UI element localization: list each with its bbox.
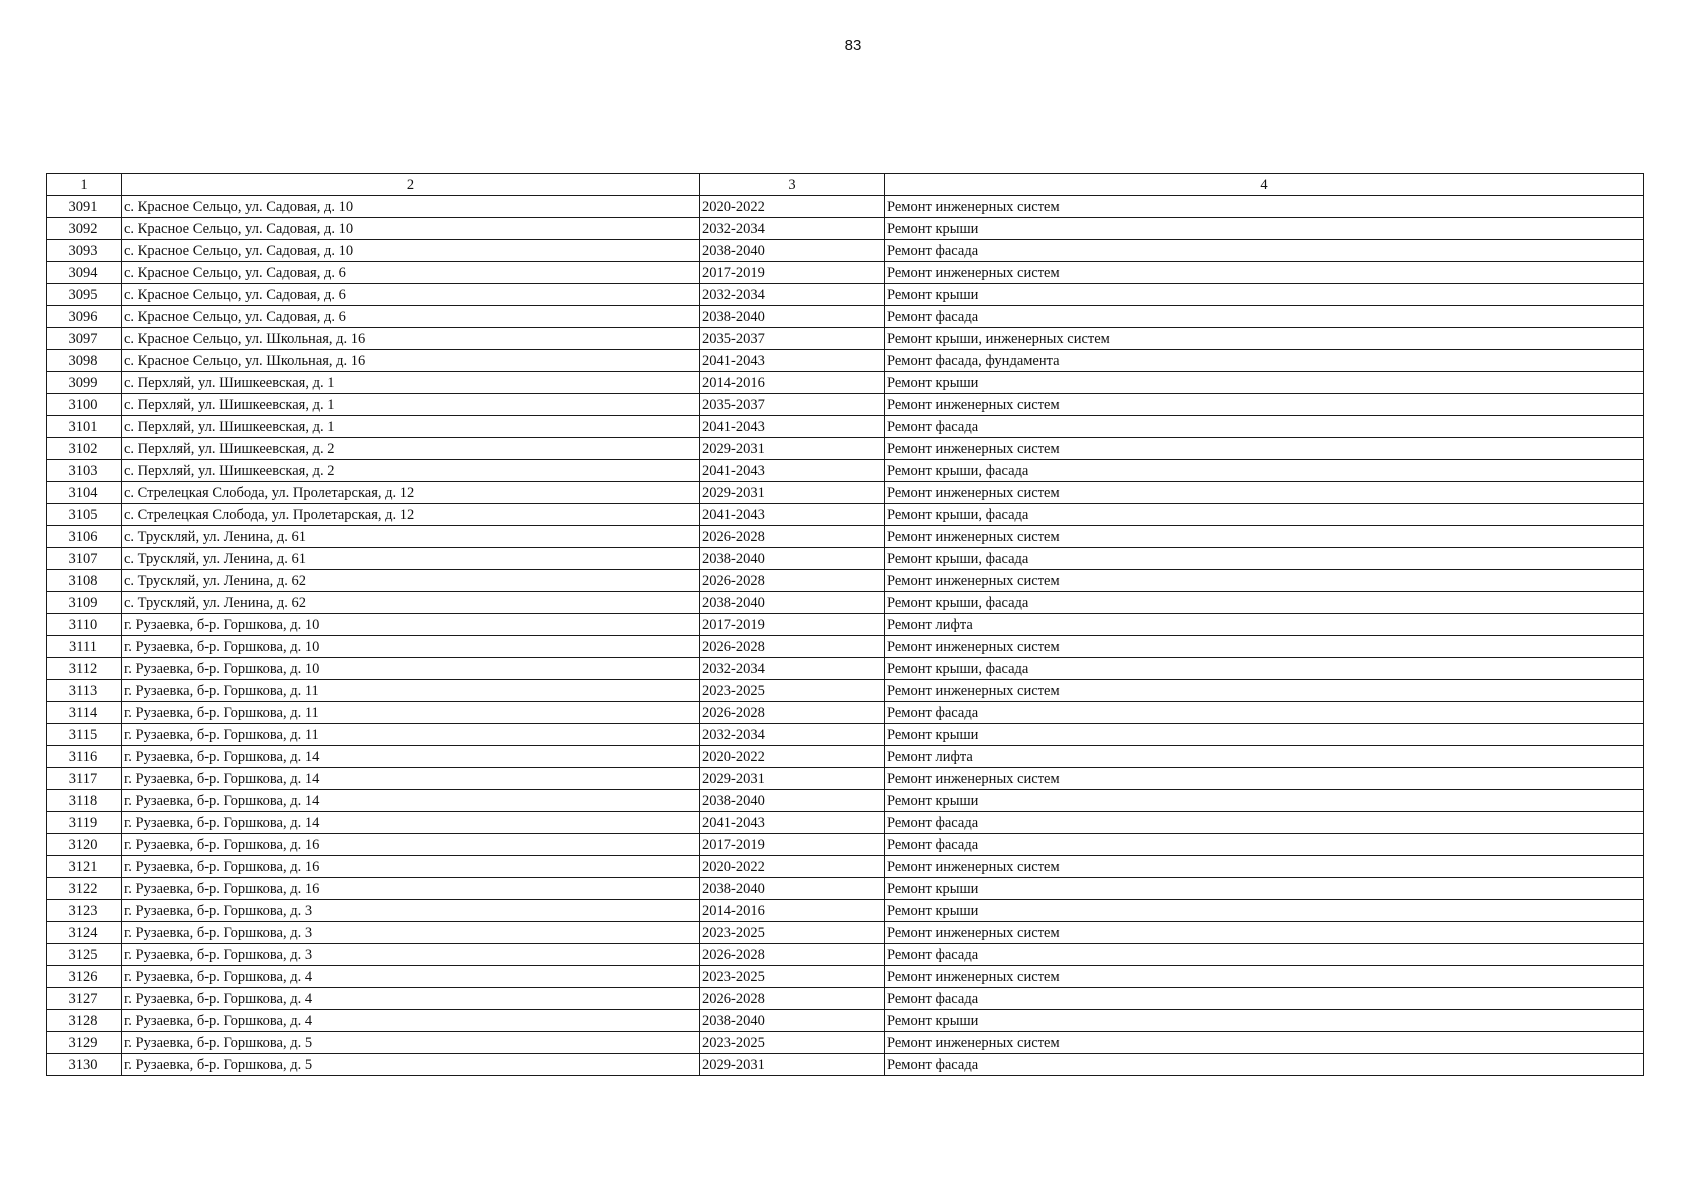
row-number-cell: 3103 — [47, 460, 122, 482]
period-cell: 2029-2031 — [700, 482, 885, 504]
period-cell: 2032-2034 — [700, 658, 885, 680]
work-type-cell: Ремонт лифта — [885, 614, 1644, 636]
row-number-cell: 3107 — [47, 548, 122, 570]
work-type-cell: Ремонт фасада, фундамента — [885, 350, 1644, 372]
address-cell: с. Стрелецкая Слобода, ул. Пролетарская, д. 12 — [122, 482, 700, 504]
period-cell: 2029-2031 — [700, 438, 885, 460]
address-cell: г. Рузаевка, б-р. Горшкова, д. 14 — [122, 790, 700, 812]
work-type-cell: Ремонт крыши — [885, 284, 1644, 306]
row-number-cell: 3104 — [47, 482, 122, 504]
row-number-cell: 3121 — [47, 856, 122, 878]
period-cell: 2041-2043 — [700, 460, 885, 482]
work-type-cell: Ремонт фасада — [885, 834, 1644, 856]
period-cell: 2038-2040 — [700, 1010, 885, 1032]
address-cell: г. Рузаевка, б-р. Горшкова, д. 4 — [122, 988, 700, 1010]
header-cell-col4: 4 — [885, 174, 1644, 196]
row-number-cell: 3091 — [47, 196, 122, 218]
table-row — [47, 284, 1644, 306]
table-row — [47, 768, 1644, 790]
period-cell: 2032-2034 — [700, 724, 885, 746]
row-number-cell: 3116 — [47, 746, 122, 768]
address-cell: с. Перхляй, ул. Шишкеевская, д. 1 — [122, 416, 700, 438]
table-row — [47, 834, 1644, 856]
period-cell: 2032-2034 — [700, 218, 885, 240]
table-row — [47, 240, 1644, 262]
work-type-cell: Ремонт крыши, фасада — [885, 592, 1644, 614]
table-row — [47, 702, 1644, 724]
table-row — [47, 1054, 1644, 1076]
row-number-cell: 3117 — [47, 768, 122, 790]
row-number-cell: 3124 — [47, 922, 122, 944]
row-number-cell: 3120 — [47, 834, 122, 856]
address-cell: с. Трускляй, ул. Ленина, д. 61 — [122, 526, 700, 548]
address-cell: с. Красное Сельцо, ул. Школьная, д. 16 — [122, 350, 700, 372]
period-cell: 2014-2016 — [700, 900, 885, 922]
table-row — [47, 548, 1644, 570]
address-cell: г. Рузаевка, б-р. Горшкова, д. 3 — [122, 944, 700, 966]
work-type-cell: Ремонт инженерных систем — [885, 196, 1644, 218]
period-cell: 2026-2028 — [700, 702, 885, 724]
period-cell: 2029-2031 — [700, 768, 885, 790]
table-row — [47, 988, 1644, 1010]
table-row — [47, 1010, 1644, 1032]
address-cell: г. Рузаевка, б-р. Горшкова, д. 14 — [122, 768, 700, 790]
period-cell: 2038-2040 — [700, 878, 885, 900]
table-row — [47, 812, 1644, 834]
address-cell: г. Рузаевка, б-р. Горшкова, д. 16 — [122, 856, 700, 878]
work-type-cell: Ремонт инженерных систем — [885, 526, 1644, 548]
period-cell: 2038-2040 — [700, 306, 885, 328]
period-cell: 2020-2022 — [700, 856, 885, 878]
row-number-cell: 3101 — [47, 416, 122, 438]
work-type-cell: Ремонт крыши — [885, 790, 1644, 812]
row-number-cell: 3095 — [47, 284, 122, 306]
table-row — [47, 680, 1644, 702]
period-cell: 2014-2016 — [700, 372, 885, 394]
work-type-cell: Ремонт крыши — [885, 878, 1644, 900]
row-number-cell: 3115 — [47, 724, 122, 746]
table-row — [47, 1032, 1644, 1054]
work-type-cell: Ремонт крыши — [885, 372, 1644, 394]
row-number-cell: 3123 — [47, 900, 122, 922]
row-number-cell: 3127 — [47, 988, 122, 1010]
row-number-cell: 3108 — [47, 570, 122, 592]
table-row — [47, 944, 1644, 966]
work-type-cell: Ремонт фасада — [885, 702, 1644, 724]
work-type-cell: Ремонт крыши — [885, 900, 1644, 922]
work-type-cell: Ремонт фасада — [885, 416, 1644, 438]
address-cell: с. Красное Сельцо, ул. Садовая, д. 10 — [122, 240, 700, 262]
table-row — [47, 416, 1644, 438]
work-type-cell: Ремонт инженерных систем — [885, 262, 1644, 284]
work-type-cell: Ремонт фасада — [885, 988, 1644, 1010]
work-type-cell: Ремонт инженерных систем — [885, 570, 1644, 592]
period-cell: 2026-2028 — [700, 526, 885, 548]
period-cell: 2026-2028 — [700, 988, 885, 1010]
row-number-cell: 3096 — [47, 306, 122, 328]
address-cell: с. Красное Сельцо, ул. Садовая, д. 6 — [122, 284, 700, 306]
period-cell: 2041-2043 — [700, 504, 885, 526]
table-body — [47, 174, 1644, 1076]
work-type-cell: Ремонт фасада — [885, 1054, 1644, 1076]
address-cell: с. Трускляй, ул. Ленина, д. 61 — [122, 548, 700, 570]
table-row — [47, 790, 1644, 812]
row-number-cell: 3100 — [47, 394, 122, 416]
address-cell: г. Рузаевка, б-р. Горшкова, д. 11 — [122, 702, 700, 724]
row-number-cell: 3114 — [47, 702, 122, 724]
period-cell: 2035-2037 — [700, 328, 885, 350]
period-cell: 2029-2031 — [700, 1054, 885, 1076]
work-type-cell: Ремонт фасада — [885, 306, 1644, 328]
work-type-cell: Ремонт крыши — [885, 218, 1644, 240]
work-type-cell: Ремонт крыши — [885, 1010, 1644, 1032]
work-type-cell: Ремонт инженерных систем — [885, 636, 1644, 658]
period-cell: 2041-2043 — [700, 812, 885, 834]
period-cell: 2038-2040 — [700, 592, 885, 614]
row-number-cell: 3099 — [47, 372, 122, 394]
work-type-cell: Ремонт инженерных систем — [885, 1032, 1644, 1054]
period-cell: 2026-2028 — [700, 636, 885, 658]
row-number-cell: 3102 — [47, 438, 122, 460]
address-cell: г. Рузаевка, б-р. Горшкова, д. 14 — [122, 812, 700, 834]
period-cell: 2035-2037 — [700, 394, 885, 416]
row-number-cell: 3092 — [47, 218, 122, 240]
period-cell: 2017-2019 — [700, 614, 885, 636]
table-header-row — [47, 174, 1644, 196]
period-cell: 2038-2040 — [700, 240, 885, 262]
row-number-cell: 3129 — [47, 1032, 122, 1054]
address-cell: с. Перхляй, ул. Шишкеевская, д. 2 — [122, 438, 700, 460]
period-cell: 2032-2034 — [700, 284, 885, 306]
table-row — [47, 350, 1644, 372]
work-type-cell: Ремонт инженерных систем — [885, 394, 1644, 416]
table-row — [47, 526, 1644, 548]
header-cell-col3: 3 — [700, 174, 885, 196]
row-number-cell: 3130 — [47, 1054, 122, 1076]
row-number-cell: 3112 — [47, 658, 122, 680]
row-number-cell: 3126 — [47, 966, 122, 988]
address-cell: г. Рузаевка, б-р. Горшкова, д. 10 — [122, 658, 700, 680]
table-row — [47, 724, 1644, 746]
table-row — [47, 482, 1644, 504]
table-row — [47, 394, 1644, 416]
address-cell: с. Стрелецкая Слобода, ул. Пролетарская, д. 12 — [122, 504, 700, 526]
period-cell: 2023-2025 — [700, 966, 885, 988]
address-cell: с. Перхляй, ул. Шишкеевская, д. 2 — [122, 460, 700, 482]
work-type-cell: Ремонт инженерных систем — [885, 768, 1644, 790]
period-cell: 2023-2025 — [700, 922, 885, 944]
row-number-cell: 3119 — [47, 812, 122, 834]
address-cell: г. Рузаевка, б-р. Горшкова, д. 11 — [122, 680, 700, 702]
period-cell: 2023-2025 — [700, 1032, 885, 1054]
period-cell: 2038-2040 — [700, 548, 885, 570]
row-number-cell: 3113 — [47, 680, 122, 702]
work-type-cell: Ремонт инженерных систем — [885, 482, 1644, 504]
period-cell: 2020-2022 — [700, 196, 885, 218]
repair-schedule-table — [46, 173, 1644, 1076]
table-row — [47, 966, 1644, 988]
work-type-cell: Ремонт фасада — [885, 944, 1644, 966]
work-type-cell: Ремонт инженерных систем — [885, 966, 1644, 988]
address-cell: г. Рузаевка, б-р. Горшкова, д. 14 — [122, 746, 700, 768]
work-type-cell: Ремонт крыши, фасада — [885, 548, 1644, 570]
address-cell: г. Рузаевка, б-р. Горшкова, д. 16 — [122, 834, 700, 856]
table-row — [47, 438, 1644, 460]
address-cell: г. Рузаевка, б-р. Горшкова, д. 11 — [122, 724, 700, 746]
row-number-cell: 3106 — [47, 526, 122, 548]
table-row — [47, 262, 1644, 284]
address-cell: с. Перхляй, ул. Шишкеевская, д. 1 — [122, 372, 700, 394]
period-cell: 2020-2022 — [700, 746, 885, 768]
table-row — [47, 306, 1644, 328]
row-number-cell: 3110 — [47, 614, 122, 636]
work-type-cell: Ремонт крыши, инженерных систем — [885, 328, 1644, 350]
table-row — [47, 922, 1644, 944]
header-cell-col1: 1 — [47, 174, 122, 196]
period-cell: 2017-2019 — [700, 834, 885, 856]
row-number-cell: 3098 — [47, 350, 122, 372]
row-number-cell: 3094 — [47, 262, 122, 284]
table-row — [47, 328, 1644, 350]
table-row — [47, 856, 1644, 878]
work-type-cell: Ремонт крыши, фасада — [885, 504, 1644, 526]
table-row — [47, 196, 1644, 218]
work-type-cell: Ремонт инженерных систем — [885, 680, 1644, 702]
work-type-cell: Ремонт фасада — [885, 240, 1644, 262]
work-type-cell: Ремонт крыши, фасада — [885, 658, 1644, 680]
table-row — [47, 570, 1644, 592]
row-number-cell: 3122 — [47, 878, 122, 900]
address-cell: с. Красное Сельцо, ул. Садовая, д. 6 — [122, 306, 700, 328]
work-type-cell: Ремонт лифта — [885, 746, 1644, 768]
table-row — [47, 614, 1644, 636]
address-cell: г. Рузаевка, б-р. Горшкова, д. 5 — [122, 1032, 700, 1054]
period-cell: 2041-2043 — [700, 416, 885, 438]
table-row — [47, 636, 1644, 658]
work-type-cell: Ремонт фасада — [885, 812, 1644, 834]
page-number: 83 — [844, 37, 862, 54]
period-cell: 2026-2028 — [700, 570, 885, 592]
address-cell: г. Рузаевка, б-р. Горшкова, д. 3 — [122, 900, 700, 922]
address-cell: с. Трускляй, ул. Ленина, д. 62 — [122, 570, 700, 592]
row-number-cell: 3118 — [47, 790, 122, 812]
row-number-cell: 3105 — [47, 504, 122, 526]
work-type-cell: Ремонт инженерных систем — [885, 856, 1644, 878]
address-cell: г. Рузаевка, б-р. Горшкова, д. 4 — [122, 1010, 700, 1032]
work-type-cell: Ремонт инженерных систем — [885, 922, 1644, 944]
period-cell: 2041-2043 — [700, 350, 885, 372]
period-cell: 2026-2028 — [700, 944, 885, 966]
period-cell: 2038-2040 — [700, 790, 885, 812]
address-cell: с. Красное Сельцо, ул. Садовая, д. 10 — [122, 196, 700, 218]
header-cell-col2: 2 — [122, 174, 700, 196]
table-row — [47, 900, 1644, 922]
work-type-cell: Ремонт крыши, фасада — [885, 460, 1644, 482]
table-row — [47, 218, 1644, 240]
address-cell: с. Красное Сельцо, ул. Садовая, д. 6 — [122, 262, 700, 284]
work-type-cell: Ремонт крыши — [885, 724, 1644, 746]
period-cell: 2017-2019 — [700, 262, 885, 284]
row-number-cell: 3109 — [47, 592, 122, 614]
table-row — [47, 504, 1644, 526]
address-cell: г. Рузаевка, б-р. Горшкова, д. 5 — [122, 1054, 700, 1076]
table-row — [47, 658, 1644, 680]
table-row — [47, 878, 1644, 900]
row-number-cell: 3093 — [47, 240, 122, 262]
address-cell: г. Рузаевка, б-р. Горшкова, д. 10 — [122, 614, 700, 636]
address-cell: г. Рузаевка, б-р. Горшкова, д. 4 — [122, 966, 700, 988]
row-number-cell: 3111 — [47, 636, 122, 658]
period-cell: 2023-2025 — [700, 680, 885, 702]
work-type-cell: Ремонт инженерных систем — [885, 438, 1644, 460]
row-number-cell: 3125 — [47, 944, 122, 966]
row-number-cell: 3128 — [47, 1010, 122, 1032]
address-cell: с. Перхляй, ул. Шишкеевская, д. 1 — [122, 394, 700, 416]
address-cell: с. Трускляй, ул. Ленина, д. 62 — [122, 592, 700, 614]
table-row — [47, 372, 1644, 394]
address-cell: г. Рузаевка, б-р. Горшкова, д. 16 — [122, 878, 700, 900]
address-cell: г. Рузаевка, б-р. Горшкова, д. 10 — [122, 636, 700, 658]
address-cell: г. Рузаевка, б-р. Горшкова, д. 3 — [122, 922, 700, 944]
row-number-cell: 3097 — [47, 328, 122, 350]
table-row — [47, 592, 1644, 614]
address-cell: с. Красное Сельцо, ул. Школьная, д. 16 — [122, 328, 700, 350]
table-row — [47, 460, 1644, 482]
table-row — [47, 746, 1644, 768]
address-cell: с. Красное Сельцо, ул. Садовая, д. 10 — [122, 218, 700, 240]
